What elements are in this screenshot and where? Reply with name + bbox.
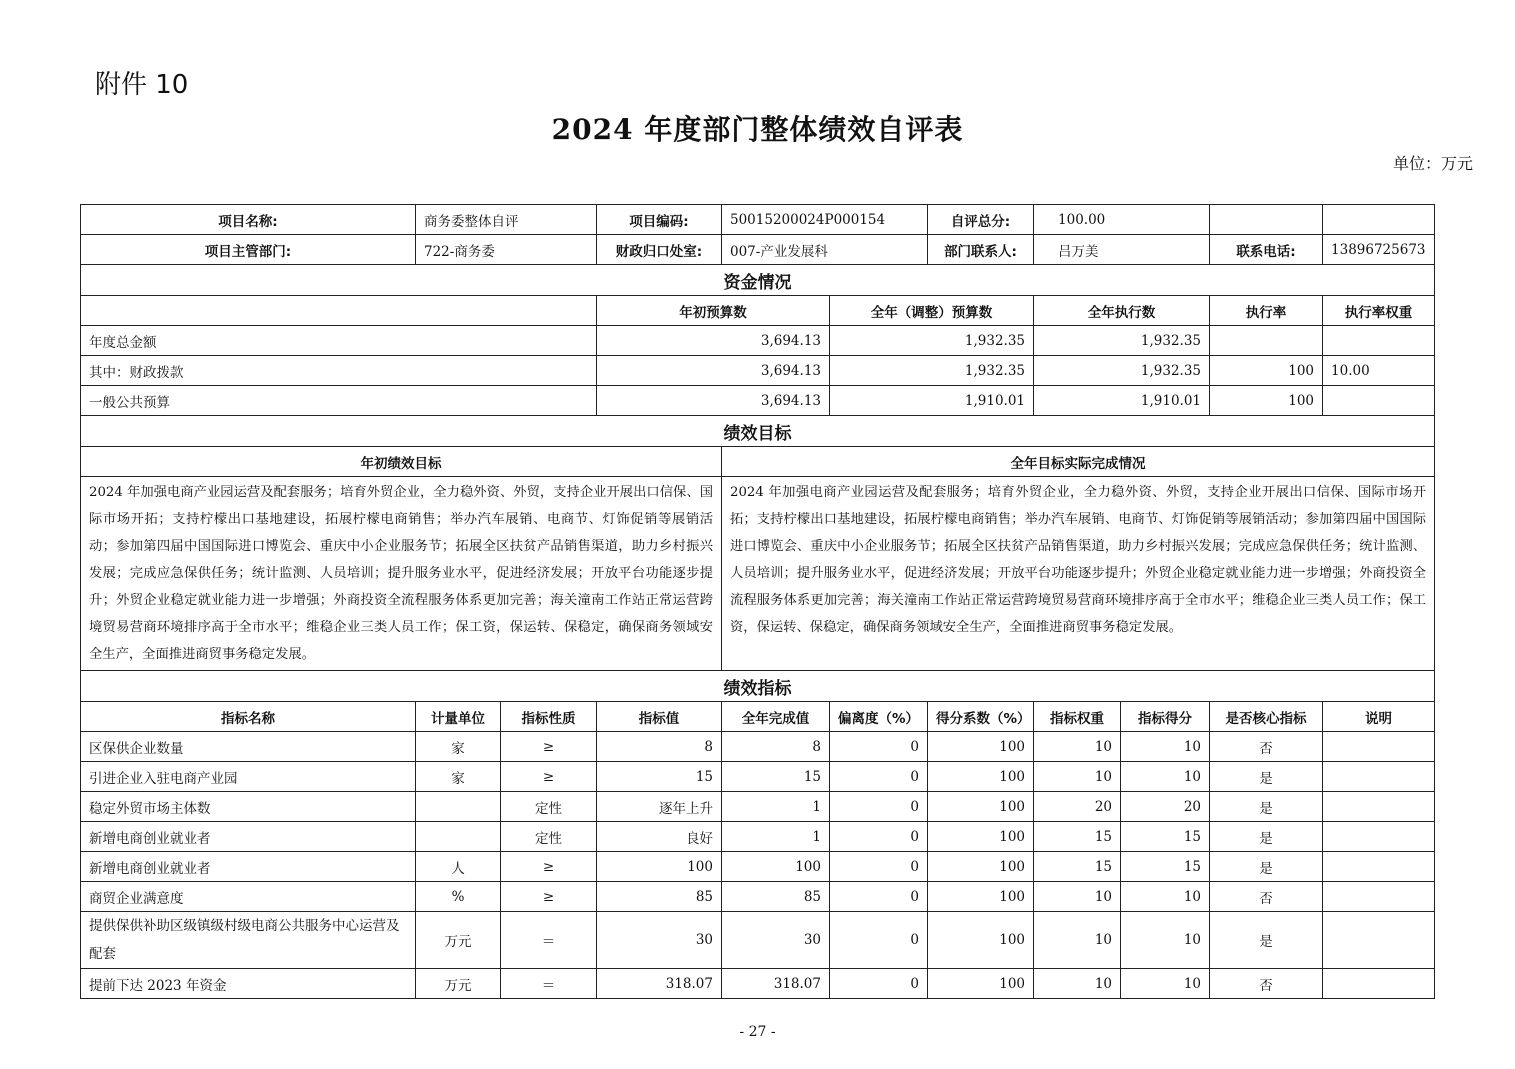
funds-header: 全年（调整）预算数 xyxy=(830,296,1034,326)
indicator-score: 10 xyxy=(1121,969,1210,999)
indicator-value: 逐年上升 xyxy=(597,792,722,822)
indicator-row xyxy=(81,792,1435,822)
indicator-coef: 100 xyxy=(928,969,1034,999)
funds-name: 年度总金额 xyxy=(81,326,597,356)
funds-rate: 100 xyxy=(1210,386,1323,416)
indicator-coef: 100 xyxy=(928,792,1034,822)
funds-adjusted: 1,910.01 xyxy=(830,386,1034,416)
dept-value: 722-商务委 xyxy=(416,235,597,265)
indicator-row xyxy=(81,852,1435,882)
indicator-weight: 10 xyxy=(1034,762,1121,792)
ind-header: 是否核心指标 xyxy=(1210,702,1323,732)
indicator-name: 引进企业入驻电商产业园 xyxy=(81,762,416,792)
indicator-name: 提前下达 2023 年资金 xyxy=(81,969,416,999)
ind-header: 偏离度（%） xyxy=(830,702,928,732)
indicator-unit: 家 xyxy=(416,762,501,792)
indicator-score: 15 xyxy=(1121,822,1210,852)
initial-goal-header: 年初绩效目标 xyxy=(81,447,722,477)
indicator-weight: 10 xyxy=(1034,969,1121,999)
empty-cell xyxy=(1323,205,1435,235)
initial-goal-text: 2024 年加强电商产业园运营及配套服务；培育外贸企业，全力稳外资、外贸，支持企业开展出口信保、国际市场开拓；支持柠檬出口基地建设，拓展柠檬电商销售；举办汽车展销、电商节、灯饰促销等展销活动；参加第四届中国国际进口博览会、重庆中小企业服务节；拓展全区扶贫产品销售渠道，助力乡村振兴发展；完成应急保供任务；统计监测、人员培训；提升服务业水平，促进经济发展；开放平台功能逐步提升；外贸企业稳定就业能力进一步增强；外商投资全流程服务体系更加完善；海关潼南工作站正常运营跨境贸易营商环境排序高于全市水平；维稳企业三类人员工作；保工资，保运转、保稳定，确保商务领域安全生产，全面推进商贸事务稳定发展。 xyxy=(81,477,722,671)
indicator-nature: ≥ xyxy=(501,762,597,792)
indicator-unit: 家 xyxy=(416,732,501,762)
indicator-value: 15 xyxy=(597,762,722,792)
indicator-row xyxy=(81,912,1435,969)
funds-row xyxy=(81,326,1435,356)
indicator-core: 否 xyxy=(1210,732,1323,762)
indicator-note xyxy=(1323,732,1435,762)
indicator-name: 提供保供补助区级镇级村级电商公共服务中心运营及配套 xyxy=(81,912,416,969)
indicator-done: 1 xyxy=(722,792,830,822)
indicator-dev: 0 xyxy=(830,852,928,882)
indicator-coef: 100 xyxy=(928,762,1034,792)
phone-value: 13896725673 xyxy=(1323,235,1435,265)
indicator-unit xyxy=(416,822,501,852)
goals-text-row xyxy=(81,477,1435,671)
funds-initial: 3,694.13 xyxy=(597,326,830,356)
indicator-core: 是 xyxy=(1210,912,1323,969)
indicator-core: 否 xyxy=(1210,882,1323,912)
indicator-note xyxy=(1323,969,1435,999)
indicator-name: 新增电商创业就业者 xyxy=(81,852,416,882)
unit-label: 单位：万元 xyxy=(1392,154,1473,173)
indicator-nature: 定性 xyxy=(501,822,597,852)
indicator-weight: 10 xyxy=(1034,732,1121,762)
indicator-coef: 100 xyxy=(928,732,1034,762)
indicator-row xyxy=(81,969,1435,999)
indicator-score: 10 xyxy=(1121,912,1210,969)
indicator-value: 100 xyxy=(597,852,722,882)
indicator-value: 30 xyxy=(597,912,722,969)
funds-weight xyxy=(1323,326,1435,356)
finance-value: 007-产业发展科 xyxy=(722,235,928,265)
finance-label: 财政归口处室: xyxy=(597,235,722,265)
indicator-weight: 10 xyxy=(1034,882,1121,912)
indicator-unit xyxy=(416,792,501,822)
indicator-coef: 100 xyxy=(928,852,1034,882)
indicator-nature: ＝ xyxy=(501,969,597,999)
project-code-label: 项目编码: xyxy=(597,205,722,235)
indicator-score: 20 xyxy=(1121,792,1210,822)
funds-adjusted: 1,932.35 xyxy=(830,356,1034,386)
dept-label: 项目主管部门: xyxy=(81,235,416,265)
indicator-dev: 0 xyxy=(830,969,928,999)
indicator-coef: 100 xyxy=(928,882,1034,912)
goals-header-row xyxy=(81,447,1435,477)
ind-header: 指标得分 xyxy=(1121,702,1210,732)
indicator-name: 商贸企业满意度 xyxy=(81,882,416,912)
indicator-core: 是 xyxy=(1210,822,1323,852)
goals-section-title: 绩效目标 xyxy=(81,416,1435,447)
indicator-dev: 0 xyxy=(830,762,928,792)
funds-weight xyxy=(1323,386,1435,416)
indicator-weight: 15 xyxy=(1034,852,1121,882)
indicator-name: 区保供企业数量 xyxy=(81,732,416,762)
indicator-unit: 万元 xyxy=(416,969,501,999)
page-number: - 27 - xyxy=(739,1024,776,1040)
indicator-note xyxy=(1323,852,1435,882)
contact-value: 吕万美 xyxy=(1034,235,1210,265)
indicator-nature: ≥ xyxy=(501,882,597,912)
self-score-label: 自评总分: xyxy=(928,205,1034,235)
indicator-dev: 0 xyxy=(830,882,928,912)
empty-cell xyxy=(81,296,597,326)
funds-row xyxy=(81,386,1435,416)
indicator-weight: 10 xyxy=(1034,912,1121,969)
ind-header: 指标名称 xyxy=(81,702,416,732)
indicator-value: 8 xyxy=(597,732,722,762)
indicator-row xyxy=(81,762,1435,792)
indicator-done: 15 xyxy=(722,762,830,792)
evaluation-table xyxy=(80,204,1435,999)
indicator-nature: 定性 xyxy=(501,792,597,822)
indicator-done: 1 xyxy=(722,822,830,852)
indicator-core: 是 xyxy=(1210,762,1323,792)
actual-goal-text: 2024 年加强电商产业园运营及配套服务；培育外贸企业，全力稳外资、外贸，支持企业开展出口信保、国际市场开拓；支持柠檬出口基地建设，拓展柠檬电商销售；举办汽车展销、电商节、灯饰促销等展销活动；参加第四届中国国际进口博览会、重庆中小企业服务节；拓展全区扶贫产品销售渠道，助力乡村振兴发展；完成应急保供任务；统计监测、人员培训；提升服务业水平，促进经济发展；开放平台功能逐步提升；外贸企业稳定就业能力进一步增强；外商投资全流程服务体系更加完善；海关潼南工作站正常运营跨境贸易营商环境排序高于全市水平；维稳企业三类人员工作；保工资，保运转、保稳定，确保商务领域安全生产，全面推进商贸事务稳定发展。 xyxy=(722,477,1435,671)
funds-weight: 10.00 xyxy=(1323,356,1435,386)
indicator-coef: 100 xyxy=(928,822,1034,852)
indicator-dev: 0 xyxy=(830,792,928,822)
indicator-row xyxy=(81,882,1435,912)
indicators-header-row xyxy=(81,702,1435,732)
indicators-section-title: 绩效指标 xyxy=(81,671,1435,702)
indicator-nature: ＝ xyxy=(501,912,597,969)
empty-cell xyxy=(1210,205,1323,235)
funds-executed: 1,932.35 xyxy=(1034,356,1210,386)
funds-rate xyxy=(1210,326,1323,356)
contact-label: 部门联系人: xyxy=(928,235,1034,265)
indicator-done: 8 xyxy=(722,732,830,762)
funds-adjusted: 1,932.35 xyxy=(830,326,1034,356)
phone-label: 联系电话: xyxy=(1210,235,1323,265)
indicator-core: 否 xyxy=(1210,969,1323,999)
indicator-value: 良好 xyxy=(597,822,722,852)
indicator-value: 85 xyxy=(597,882,722,912)
ind-header: 指标性质 xyxy=(501,702,597,732)
ind-header: 全年完成值 xyxy=(722,702,830,732)
indicator-note xyxy=(1323,822,1435,852)
self-score-value: 100.00 xyxy=(1034,205,1210,235)
indicator-note xyxy=(1323,882,1435,912)
indicator-name: 稳定外贸市场主体数 xyxy=(81,792,416,822)
indicator-score: 10 xyxy=(1121,882,1210,912)
indicator-weight: 20 xyxy=(1034,792,1121,822)
indicator-nature: ≥ xyxy=(501,732,597,762)
ind-header: 得分系数（%） xyxy=(928,702,1034,732)
ind-header: 说明 xyxy=(1323,702,1435,732)
indicators-body xyxy=(81,732,1435,999)
funds-name: 其中：财政拨款 xyxy=(81,356,597,386)
indicator-row xyxy=(81,822,1435,852)
indicator-nature: ≥ xyxy=(501,852,597,882)
indicator-dev: 0 xyxy=(830,822,928,852)
indicator-coef: 100 xyxy=(928,912,1034,969)
funds-header: 年初预算数 xyxy=(597,296,830,326)
indicator-weight: 15 xyxy=(1034,822,1121,852)
info-row-2 xyxy=(81,235,1435,265)
funds-header-row xyxy=(81,296,1435,326)
indicator-score: 15 xyxy=(1121,852,1210,882)
indicator-unit: 人 xyxy=(416,852,501,882)
indicator-unit: % xyxy=(416,882,501,912)
indicator-dev: 0 xyxy=(830,732,928,762)
indicator-score: 10 xyxy=(1121,762,1210,792)
indicator-value: 318.07 xyxy=(597,969,722,999)
funds-row xyxy=(81,356,1435,386)
indicator-note xyxy=(1323,792,1435,822)
ind-header: 指标权重 xyxy=(1034,702,1121,732)
funds-header: 全年执行数 xyxy=(1034,296,1210,326)
funds-header: 执行率权重 xyxy=(1323,296,1435,326)
indicator-row xyxy=(81,732,1435,762)
indicator-done: 318.07 xyxy=(722,969,830,999)
page-title: 2024 年度部门整体绩效自评表 xyxy=(551,113,964,146)
funds-initial: 3,694.13 xyxy=(597,356,830,386)
funds-header: 执行率 xyxy=(1210,296,1323,326)
funds-executed: 1,932.35 xyxy=(1034,326,1210,356)
project-name-value: 商务委整体自评 xyxy=(416,205,597,235)
ind-header: 指标值 xyxy=(597,702,722,732)
funds-rate: 100 xyxy=(1210,356,1323,386)
indicator-score: 10 xyxy=(1121,732,1210,762)
project-name-label: 项目名称: xyxy=(81,205,416,235)
funds-name: 一般公共预算 xyxy=(81,386,597,416)
indicator-note xyxy=(1323,912,1435,969)
actual-goal-header: 全年目标实际完成情况 xyxy=(722,447,1435,477)
ind-header: 计量单位 xyxy=(416,702,501,732)
info-row-1 xyxy=(81,205,1435,235)
funds-section-title: 资金情况 xyxy=(81,265,1435,296)
indicator-note xyxy=(1323,762,1435,792)
indicator-done: 30 xyxy=(722,912,830,969)
indicator-core: 是 xyxy=(1210,792,1323,822)
indicator-unit: 万元 xyxy=(416,912,501,969)
indicator-core: 是 xyxy=(1210,852,1323,882)
indicator-done: 85 xyxy=(722,882,830,912)
funds-executed: 1,910.01 xyxy=(1034,386,1210,416)
indicator-name: 新增电商创业就业者 xyxy=(81,822,416,852)
funds-initial: 3,694.13 xyxy=(597,386,830,416)
project-code-value: 50015200024P000154 xyxy=(722,205,928,235)
attachment-label: 附件 10 xyxy=(95,70,189,100)
indicator-dev: 0 xyxy=(830,912,928,969)
indicator-done: 100 xyxy=(722,852,830,882)
